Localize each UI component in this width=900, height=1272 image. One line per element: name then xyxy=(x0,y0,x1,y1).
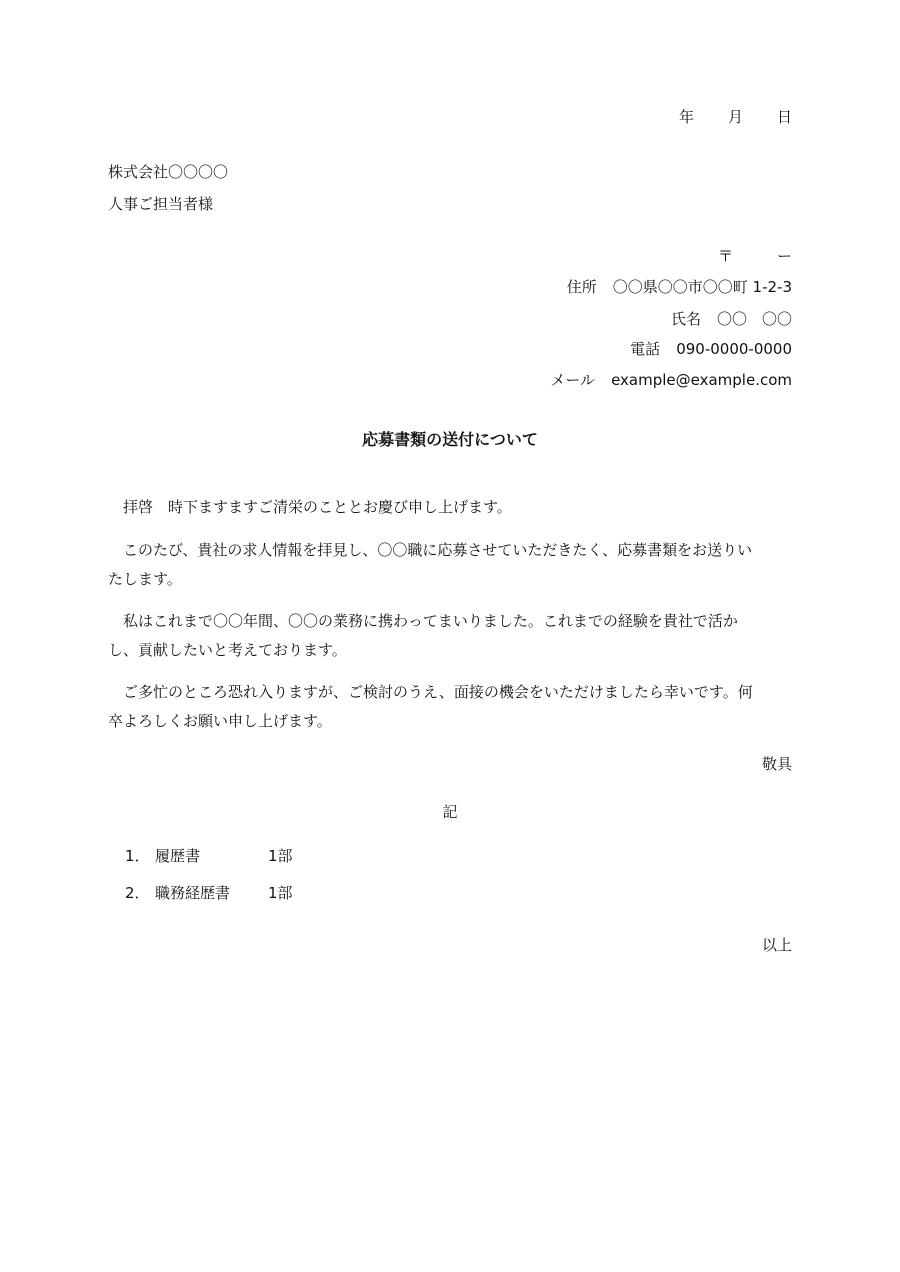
address-label: 住所 xyxy=(566,278,597,296)
closing-keigu: 敬具 xyxy=(761,755,792,773)
sender-mail xyxy=(550,373,792,388)
date-year: 年 xyxy=(678,108,694,126)
date-month: 月 xyxy=(727,108,743,126)
sender-postal xyxy=(718,249,792,264)
sender-name xyxy=(671,312,792,327)
phone-label: 電話 xyxy=(630,340,661,358)
closing-ijou: 以上 xyxy=(761,936,792,954)
postal-dash: ー xyxy=(776,247,792,265)
name-value: 〇〇 〇〇 xyxy=(716,310,792,328)
item-name: 履歴書 xyxy=(155,847,201,865)
mail-label: メール xyxy=(550,371,596,389)
p3-line-1: ご多忙のところ恐れ入りますが、ご検討のうえ、面接の機会をいただけましたら幸いです。何 xyxy=(123,683,753,701)
address-value: 〇〇県〇〇市〇〇町 1-2-3 xyxy=(612,278,792,296)
enclosure-item xyxy=(125,886,293,901)
sender-phone xyxy=(630,342,792,357)
greeting-paragraph xyxy=(108,493,794,522)
recipient-department: 人事ご担当者様 xyxy=(108,195,214,213)
body-paragraph-1 xyxy=(108,536,794,594)
p3-line-2: 卒よろしくお願い申し上げます。 xyxy=(108,712,332,730)
item-quantity: 1部 xyxy=(268,884,293,902)
greeting-text: 拝啓 時下ますますご清栄のこととお慶び申し上げます。 xyxy=(123,498,512,516)
phone-value: 090-0000-0000 xyxy=(676,340,792,358)
item-quantity: 1部 xyxy=(268,847,293,865)
p1-line-1: このたび、貴社の求人情報を拝見し、〇〇職に応募させていただきたく、応募書類をお送りい xyxy=(123,541,753,559)
enclosure-item xyxy=(125,849,293,864)
item-name: 職務経歴書 xyxy=(155,884,231,902)
body-paragraph-3 xyxy=(108,678,794,736)
item-number: 2． xyxy=(125,884,150,902)
p2-line-2: し、貢献したいと考えております。 xyxy=(108,641,347,659)
postal-mark: 〒 xyxy=(717,247,733,265)
enclosure-heading: 記 xyxy=(442,803,458,821)
recipient-company: 株式会社〇〇〇〇 xyxy=(108,163,229,181)
item-number: 1． xyxy=(125,847,150,865)
mail-value: example@example.com xyxy=(611,371,792,389)
date-line xyxy=(679,110,792,125)
letter-title: 応募書類の送付について xyxy=(362,430,538,449)
date-day: 日 xyxy=(776,108,792,126)
sender-address xyxy=(567,280,792,295)
name-label: 氏名 xyxy=(670,310,701,328)
body-paragraph-2 xyxy=(108,607,794,665)
p2-line-1: 私はこれまで〇〇年間、〇〇の業務に携わってまいりました。これまでの経験を貴社で活か xyxy=(123,612,738,630)
p1-line-2: たします。 xyxy=(108,570,182,588)
